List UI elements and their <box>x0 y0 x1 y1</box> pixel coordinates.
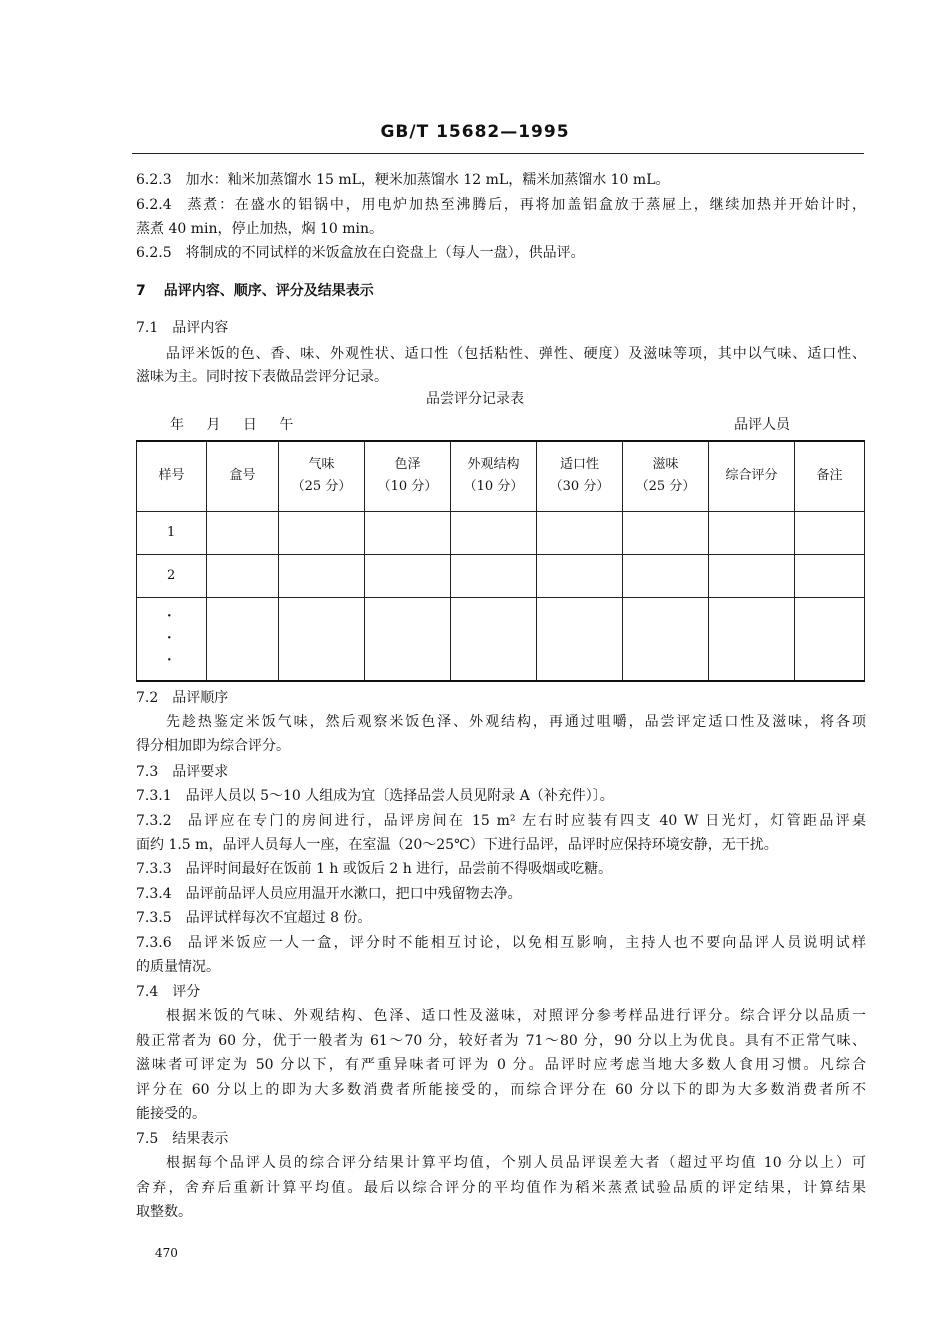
table-cell <box>537 597 623 681</box>
table-row <box>137 511 865 554</box>
date-day-label: 日 <box>242 417 257 433</box>
header-palatability <box>537 441 623 511</box>
header-label: 滋味 <box>652 457 679 473</box>
paragraph-7-5-line-3: 取整数。 <box>136 1204 192 1220</box>
table-row-ellipsis <box>137 597 865 681</box>
table-cell <box>279 597 365 681</box>
paragraph-7-1-line-1: 品评米饭的色、香、味、外观性状、适口性（包括粘性、弹性、硬度）及滋味等项，其中以气味、适口性、 <box>166 346 866 362</box>
header-remarks <box>795 441 865 511</box>
table-title: 品尝评分记录表 <box>426 391 524 407</box>
clause-text: 品评应在专门的房间进行，品评房间在 15 m² 左右时应装有四支 40 W 日光灯，灯管距品评桌 <box>185 813 866 829</box>
clause-7-3-5 <box>136 908 866 928</box>
clause-6-2-3 <box>136 170 866 190</box>
paragraph-7-4-line-1: 根据米饭的气味、外观结构、色泽、适口性及滋味，对照评分参考样品进行评分。综合评分以品质一 <box>166 1008 866 1024</box>
header-label: 气味 <box>308 457 335 473</box>
table-cell <box>795 554 865 597</box>
clause-number: 7.3.6 <box>136 935 172 951</box>
clause-number: 7.2 <box>136 690 159 706</box>
date-year-label: 年 <box>170 417 184 433</box>
clause-title: 品评内容 <box>172 320 229 336</box>
clause-number: 7.3.2 <box>136 813 172 829</box>
clause-title: 品评顺序 <box>172 690 229 706</box>
paragraph-7-4-line-4: 评分在 60 分以上的即为大多数消费者所能接受的，而综合评分在 60 分以下的即为大多数消费者所不 <box>136 1082 866 1098</box>
clause-text: 蒸煮：在盛水的铝锅中，用电炉加热至沸腾后，再将加盖铝盒放于蒸屉上，继续加热并开始计时， <box>185 197 866 213</box>
table-cell <box>709 511 795 554</box>
table-cell <box>207 511 279 554</box>
tasting-score-table <box>136 440 865 682</box>
header-label: 备注 <box>816 468 843 484</box>
header-label: 适口性 <box>559 457 599 473</box>
paragraph-7-2-line-1: 先趁热鉴定米饭气味，然后观察米饭色泽、外观结构，再通过咀嚼，品尝评定适口性及滋味，将各项 <box>166 714 866 730</box>
clause-7-3-3 <box>136 859 866 879</box>
header-appearance <box>451 441 537 511</box>
clause-number: 7.1 <box>136 320 159 336</box>
sample-number-cell: 1 <box>137 511 207 554</box>
clause-number: 7.3.1 <box>136 788 172 804</box>
paragraph-7-4-line-2: 般正常者为 60 分，优于一般者为 61～70 分，较好者为 71～80 分，90 分以上为优良。具有不正常气味、 <box>136 1033 866 1049</box>
paragraph-7-2-line-2: 得分相加即为综合评分。 <box>136 738 290 754</box>
evaluator-label: 品评人员 <box>734 417 790 433</box>
header-total-score <box>709 441 795 511</box>
clause-7-5-heading <box>136 1129 866 1149</box>
table-cell <box>795 511 865 554</box>
paragraph-7-4-line-5: 能接受的。 <box>136 1106 206 1122</box>
paragraph-7-5-line-2: 舍弃，舍弃后重新计算平均值。最后以综合评分的平均值作为稻米蒸煮试验品质的评定结果，计算结果 <box>136 1180 866 1196</box>
date-labels <box>170 414 311 434</box>
table-header-row <box>137 441 865 511</box>
ellipsis-dot: · <box>167 630 172 646</box>
clause-number: 7.3.4 <box>136 886 172 902</box>
ellipsis-dot: · <box>167 608 172 624</box>
clause-title: 评分 <box>172 984 201 1000</box>
section-number: 7 <box>136 283 146 299</box>
clause-7-3-2-cont: 面约 1.5 m，品评人员每人一座，在室温（20～25℃）下进行品评，品评时应保持环境安静，无干扰。 <box>136 837 778 853</box>
header-box-no <box>207 441 279 511</box>
table-cell <box>623 554 709 597</box>
header-label: 样号 <box>158 468 185 484</box>
clause-title: 结果表示 <box>172 1131 229 1147</box>
header-label: 色泽 <box>394 457 421 473</box>
clause-6-2-5 <box>136 243 866 263</box>
table-cell <box>709 597 795 681</box>
clause-7-3-heading <box>136 762 866 782</box>
table-cell <box>451 554 537 597</box>
header-label: 综合评分 <box>725 468 778 484</box>
table-cell <box>279 511 365 554</box>
table-cell <box>365 554 451 597</box>
table-cell <box>451 511 537 554</box>
clause-text: 品评试样每次不宜超过 8 份。 <box>185 910 372 926</box>
clause-number: 7.3.3 <box>136 861 172 877</box>
clause-number: 7.4 <box>136 984 159 1000</box>
table-cell <box>795 597 865 681</box>
table-cell <box>279 554 365 597</box>
header-points: （25 分） <box>291 479 352 495</box>
ellipsis-dot: · <box>167 652 172 668</box>
clause-7-4-heading <box>136 982 866 1002</box>
table-cell <box>623 597 709 681</box>
clause-title: 品评要求 <box>172 764 229 780</box>
table-cell <box>365 597 451 681</box>
header-color <box>365 441 451 511</box>
clause-number: 6.2.4 <box>136 197 172 213</box>
section-7-heading <box>136 281 866 301</box>
clause-7-3-2 <box>136 811 866 831</box>
standard-header: GB/T 15682—1995 <box>380 122 570 142</box>
table-cell <box>537 554 623 597</box>
clause-text: 品评前品评人员应用温开水漱口，把口中残留物去净。 <box>185 886 522 902</box>
header-label: 盒号 <box>229 468 256 484</box>
clause-text: 品评人员以 5～10 人组成为宜〔选择品尝人员见附录 A（补充件）〕。 <box>185 788 614 804</box>
clause-number: 7.3.5 <box>136 910 172 926</box>
sample-number-cell: 2 <box>137 554 207 597</box>
clause-7-3-4 <box>136 884 866 904</box>
table-cell <box>451 597 537 681</box>
clause-7-3-6 <box>136 933 866 953</box>
header-points: （30 分） <box>549 479 610 495</box>
section-title: 品评内容、顺序、评分及结果表示 <box>163 283 374 299</box>
table-cell <box>623 511 709 554</box>
page-number: 470 <box>155 1246 178 1260</box>
header-label: 外观结构 <box>467 457 520 473</box>
table-cell <box>207 554 279 597</box>
clause-6-2-4 <box>136 195 866 215</box>
clause-6-2-4-cont: 蒸煮 40 min，停止加热，焖 10 min。 <box>136 221 383 237</box>
date-noon-label: 午 <box>279 417 294 433</box>
clause-7-2-heading <box>136 688 866 708</box>
clause-7-1-heading <box>136 318 866 338</box>
header-points: （10 分） <box>463 479 524 495</box>
clause-number: 7.3 <box>136 764 159 780</box>
paragraph-7-1-line-2: 滋味为主。同时按下表做品尝评分记录。 <box>136 369 388 385</box>
table-row <box>137 554 865 597</box>
clause-number: 6.2.3 <box>136 172 172 188</box>
header-rule <box>132 153 864 154</box>
clause-7-3-1 <box>136 786 866 806</box>
clause-text: 加水：籼米加蒸馏水 15 mL，粳米加蒸馏水 12 mL，糯米加蒸馏水 10 mL。 <box>185 172 670 188</box>
header-sample-no <box>137 441 207 511</box>
header-taste <box>623 441 709 511</box>
paragraph-7-4-line-3: 滋味者可评定为 50 分以下，有严重异味者可评为 0 分。品评时应考虑当地大多数人食用习惯。凡综合 <box>136 1057 866 1073</box>
table-cell <box>537 511 623 554</box>
date-month-label: 月 <box>206 417 221 433</box>
ellipsis-cell <box>137 597 207 681</box>
clause-text: 品评米饭应一人一盒，评分时不能相互讨论，以免相互影响，主持人也不要向品评人员说明试样 <box>185 935 866 951</box>
clause-number: 6.2.5 <box>136 245 172 261</box>
clause-number: 7.5 <box>136 1131 159 1147</box>
header-odor <box>279 441 365 511</box>
table-cell <box>207 597 279 681</box>
paragraph-7-5-line-1: 根据每个品评人员的综合评分结果计算平均值，个别人员品评误差大者（超过平均值 10 分以上）可 <box>166 1155 866 1171</box>
table-cell <box>365 511 451 554</box>
clause-text: 品评时间最好在饭前 1 h 或饭后 2 h 进行，品尝前不得吸烟或吃糖。 <box>185 861 613 877</box>
header-points: （25 分） <box>635 479 696 495</box>
clause-text: 将制成的不同试样的米饭盒放在白瓷盘上（每人一盘），供品评。 <box>185 245 585 261</box>
header-points: （10 分） <box>377 479 438 495</box>
table-cell <box>709 554 795 597</box>
clause-7-3-6-cont: 的质量情况。 <box>136 959 220 975</box>
